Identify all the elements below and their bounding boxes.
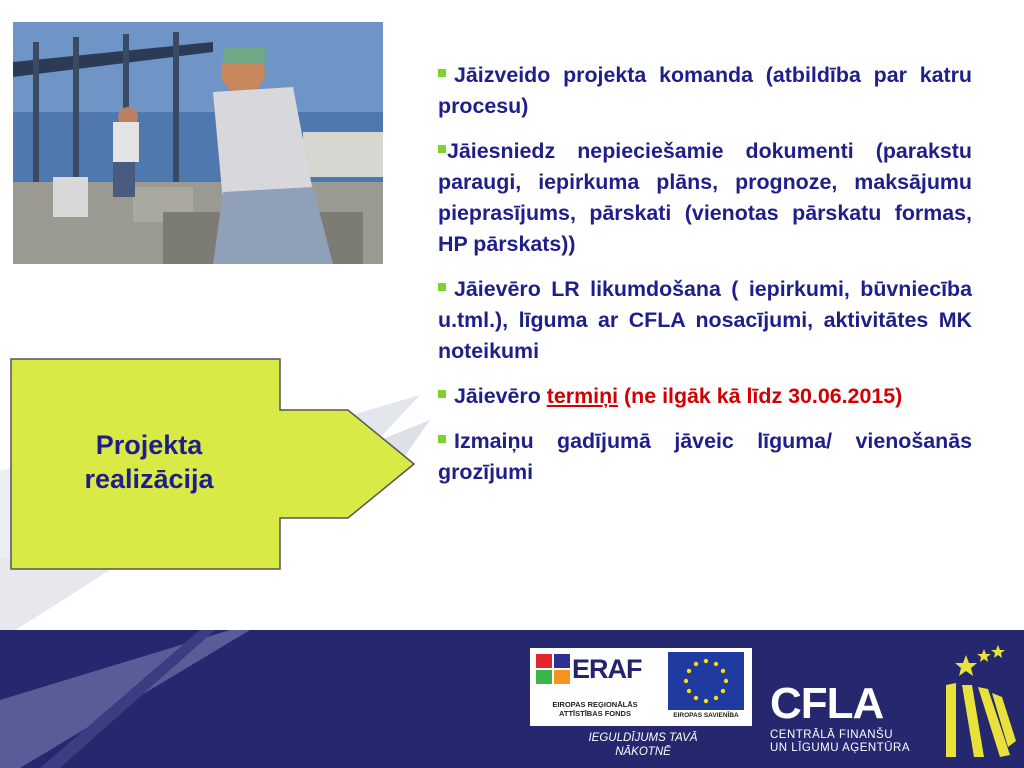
- bullet-square-icon: [438, 435, 446, 443]
- list-item: Jāiesniedz nepieciešamie dokumenti (parakstu paraugi, iepirkuma plāns, prognoze, maksājumu pieprasījums, pārskati (vienotas pārskatu formas, HP pārskats)): [438, 139, 972, 256]
- list-item: Izmaiņu gadījumā jāveic līguma/ vienošanās grozījumi: [438, 429, 972, 484]
- bullet-square-icon: [438, 145, 446, 153]
- callout-line2: realizācija: [84, 464, 214, 494]
- eu-subtitle: EIROPAS SAVIENĪBA: [673, 712, 739, 719]
- eraf-subtitle: EIROPAS REĢIONĀLĀS ATTĪSTĪBAS FONDS: [552, 700, 638, 718]
- eu-logo: [664, 652, 748, 722]
- eraf-logo: [536, 652, 654, 722]
- deadline-note: (ne ilgāk kā līdz 30.06.2015): [618, 384, 903, 408]
- bullet-square-icon: [438, 283, 446, 291]
- footer-rays: [0, 630, 260, 768]
- bullet-square-icon: [438, 390, 446, 398]
- cfla-rays-stars-icon: [926, 645, 1018, 760]
- list-item: Jāievēro termiņi (ne ilgāk kā līdz 30.06.2015): [438, 381, 972, 412]
- construction-photo: [13, 22, 383, 264]
- list-item: Jāizveido projekta komanda (atbildība par katru procesu): [438, 63, 972, 118]
- callout-line1: Projekta: [95, 430, 203, 460]
- tagline: IEGULDĪJUMS TAVĀ NĀKOTNĒ: [588, 732, 698, 758]
- eraf-mark-icon: [536, 654, 570, 684]
- bullet-square-icon: [438, 69, 446, 77]
- callout-title: [14, 428, 284, 496]
- deadline-word: termiņi: [546, 384, 619, 408]
- eu-flag-icon: [668, 652, 744, 710]
- bullet-list: [438, 60, 972, 502]
- funding-logos: [530, 648, 752, 726]
- cfla-word: CFLA: [770, 679, 884, 728]
- cfla-logo: [770, 645, 1020, 760]
- cfla-subtitle: CENTRĀLĀ FINANŠU UN LĪGUMU AĢENTŪRA: [770, 729, 910, 754]
- list-item: Jāievēro LR likumdošana ( iepirkumi, būvniecība u.tml.), līguma ar CFLA nosacījumi, aktivitātes MK noteikumi: [438, 277, 972, 363]
- eraf-word: ERAF: [572, 654, 642, 684]
